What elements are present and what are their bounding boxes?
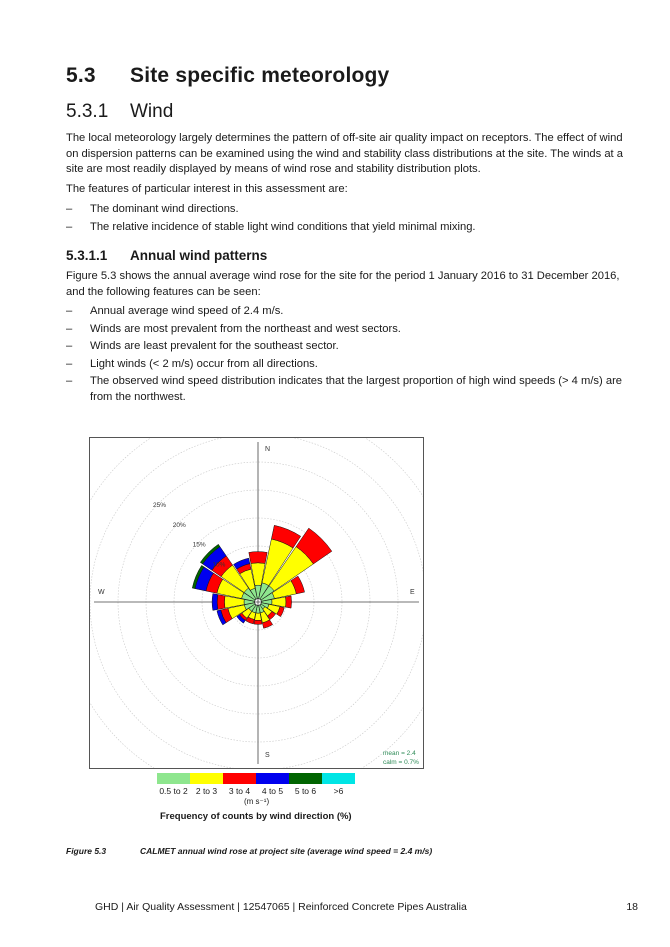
list-item: – The relative incidence of stable light wind conditions that yield minimal mixing. [66, 220, 632, 236]
features-list [66, 202, 632, 237]
compass-s-label: S [265, 752, 270, 759]
calm-label: calm = 0.7% [383, 759, 419, 766]
features-intro: The features of particular interest in this assessment are: [66, 183, 348, 195]
legend-swatch [256, 773, 289, 784]
section-number: 5.3 [66, 64, 96, 87]
speed-legend [157, 773, 355, 784]
section-heading [66, 64, 389, 88]
wind-rose-svg [90, 438, 423, 768]
legend-swatch [289, 773, 322, 784]
wind-rose-chart [89, 437, 424, 769]
compass-n-label: N [265, 446, 271, 453]
legend-label: 3 to 4 [228, 786, 251, 796]
legend-label: 2 to 3 [195, 786, 218, 796]
figure-caption-text: CALMET annual wind rose at project site (average wind speed = 2.4 m/s) [140, 846, 433, 856]
legend-swatch [190, 773, 223, 784]
list-item: – Light winds (< 2 m/s) occur from all directions. [66, 357, 632, 373]
legend-label: 0.5 to 2 [159, 786, 188, 796]
annual-paragraph: Figure 5.3 shows the annual average wind rose for the site for the period 1 January 2016 to 31 December 2016, and the following features can be seen: [66, 270, 620, 298]
list-item: – Winds are most prevalent from the northeast and west sectors. [66, 322, 632, 338]
subsubsection-title: Annual wind patterns [130, 248, 268, 263]
ring-label: 15% [192, 541, 206, 549]
ring-label: 25% [153, 502, 167, 509]
ring-label: 20% [172, 521, 186, 529]
chart-title: Frequency of counts by wind direction (%) [160, 811, 352, 822]
legend-label: 5 to 6 [294, 786, 317, 796]
subsubsection-heading [66, 248, 267, 263]
legend-swatch [223, 773, 256, 784]
list-item: – Winds are least prevalent for the southeast sector. [66, 339, 632, 355]
petal-s-bin-2 [254, 620, 262, 624]
intro-paragraph: The local meteorology largely determines the pattern of off-site air quality impact on receptors. The effect of wind on dispersion patterns can be examined using the wind and stability class distributions at the site. The winds at a site are most readily displayed by means of wind rose and stability distribution plots. [66, 132, 623, 175]
petal-w-bin-3 [212, 594, 218, 611]
list-item: – Annual average wind speed of 2.4 m/s. [66, 304, 632, 320]
list-item: – The dominant wind directions. [66, 202, 632, 218]
petal-n-bin-2 [249, 552, 267, 564]
ring-label: 10% [212, 561, 226, 569]
annual-features-list [66, 304, 632, 407]
footer-text: GHD | Air Quality Assessment | 12547065 | Reinforced Concrete Pipes Australia [95, 901, 467, 913]
subsection-number: 5.3.1 [66, 101, 109, 122]
mean-label: mean = 2.4 [383, 750, 416, 757]
speed-unit: (m s⁻¹) [244, 797, 270, 806]
compass-w-label: W [98, 589, 105, 596]
page-number: 18 [626, 901, 638, 913]
page-footer [95, 901, 638, 913]
legend-swatch [322, 773, 355, 784]
rose-ring [90, 438, 423, 768]
rose-ring [90, 438, 423, 768]
list-item: – The observed wind speed distribution indicates that the largest proportion of high wind speeds (> 4 m/s) are from the northwest. [66, 374, 632, 405]
subsection-heading [66, 101, 173, 123]
petal-w-bin-2 [217, 595, 225, 610]
petal-e-bin-2 [286, 596, 292, 608]
compass-e-label: E [410, 589, 415, 596]
figure-caption [66, 846, 432, 856]
subsubsection-number: 5.3.1.1 [66, 248, 108, 263]
speed-legend-labels [157, 786, 355, 796]
legend-swatch [157, 773, 190, 784]
legend-label: 4 to 5 [261, 786, 284, 796]
figure-label: Figure 5.3 [66, 846, 107, 856]
legend-label: >6 [333, 786, 344, 796]
section-title: Site specific meteorology [130, 64, 390, 87]
subsection-title: Wind [130, 101, 174, 122]
